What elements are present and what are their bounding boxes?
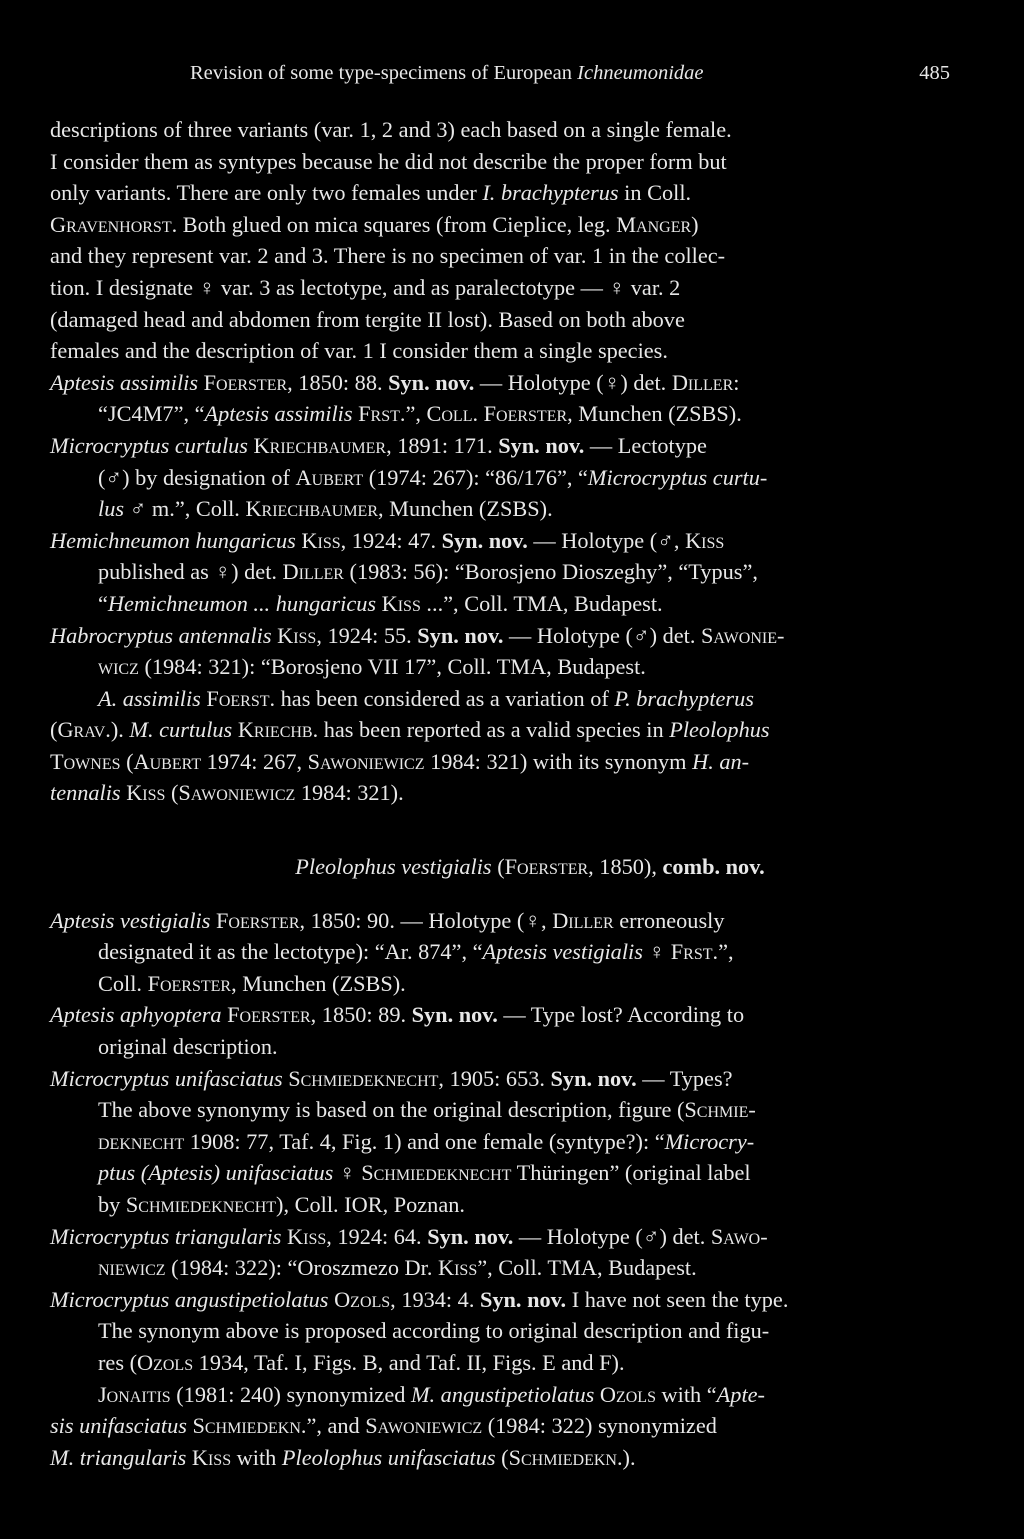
text-span: tion. I designate ♀ var. 3 as lectotype, and as paralectotype — ♀ var. 2 (50, 274, 681, 300)
remark-line (50, 714, 950, 746)
text-span: (1983: 56): “Borosjeno Dioszeghy”, “Typus”, (343, 559, 758, 585)
text-span: Pleolophus unifasciatus (281, 1444, 496, 1470)
text-span: , 1934: 4. (390, 1286, 480, 1312)
synonym-entry (50, 430, 950, 462)
running-title (190, 58, 704, 88)
text-span: , 1924: 47. (340, 527, 442, 553)
text-span: Frst (670, 939, 713, 965)
text-span: Schmiedeknecht (125, 1192, 277, 1217)
text-span: Kriechb (237, 717, 313, 743)
text-span: with (231, 1444, 282, 1470)
text-line (50, 114, 950, 146)
text-span: Schmiedeknecht (361, 1160, 512, 1186)
text-span: Kiss (126, 780, 166, 806)
text-span: 1908: 77, Taf. 4, Fig. 1) and one female (syntype?): “ (184, 1128, 665, 1154)
text-span: (1981: 240) synonymized (170, 1381, 411, 1407)
text-span: Coll. (98, 970, 148, 996)
text-span: Hemichneumon hungaricus (50, 527, 296, 553)
text-span: . has been considered as a variation of (269, 685, 615, 711)
text-span: I have not seen the type. (566, 1286, 789, 1312)
text-span: Microcryptus curtulus (50, 432, 248, 458)
text-span: descriptions of three variants (var. 1, 2 and 3) each based on a single female. (50, 117, 732, 142)
text-span: Kiss (685, 527, 725, 553)
text-span: , Munchen (ZSBS). (567, 401, 742, 427)
text-span: Pleolophus (669, 717, 770, 743)
text-span: Foerster (227, 1002, 311, 1028)
text-span: , 1924: 64. (326, 1223, 428, 1249)
synonym-entry-cont (50, 1315, 950, 1347)
synonym-entry-cont (50, 462, 950, 494)
text-line (50, 304, 950, 336)
text-span: Aptesis aphyoptera (50, 1002, 222, 1028)
text-span: deknecht (98, 1128, 185, 1154)
text-span: Habrocryptus antennalis (50, 622, 272, 648)
text-span: , Munchen (ZSBS). (378, 496, 553, 522)
synonym-entry-cont (50, 1252, 950, 1284)
synonym-entry-cont (50, 1126, 950, 1158)
running-header (190, 58, 950, 88)
text-span: (1984: 322): “Oroszmezo Dr. (165, 1255, 438, 1281)
text-span: Diller (282, 559, 344, 585)
page-body (50, 114, 950, 1473)
text-span: Grav (57, 717, 106, 743)
text-span: (1984: 321): “Borosjeno VII 17”, Coll. TMA, Budapest. (138, 654, 646, 680)
text-span: , Munchen (ZSBS). (231, 970, 406, 996)
text-span: erroneously (613, 907, 725, 933)
text-span: Aptesis vestigialis ♀ (482, 939, 666, 965)
remark-line (50, 1442, 950, 1474)
text-span: Aptesis vestigialis (50, 907, 211, 933)
text-span: .). (105, 717, 130, 743)
text-span: tennalis (50, 780, 121, 806)
text-span: original description. (98, 1034, 278, 1060)
text-span: ...”, Coll. TMA, Budapest. (420, 590, 663, 616)
text-span: designated it as the lectotype): “Ar. 874”, “ (98, 939, 483, 965)
remark-line (50, 746, 950, 778)
text-line (50, 146, 950, 178)
text-span: Thüringen” (original label (511, 1160, 751, 1186)
text-line (50, 272, 950, 304)
synonym-entry-cont (50, 588, 950, 620)
text-span: .”, and (300, 1413, 366, 1439)
text-span: Sawoniewicz (365, 1413, 483, 1439)
text-span: H. an- (692, 748, 750, 774)
text-span: niewicz (98, 1255, 166, 1281)
text-span: Syn. nov. (550, 1065, 637, 1091)
text-span: , 1850), (588, 854, 663, 880)
text-span: — Holotype (♂) det. (503, 622, 701, 648)
text-span: ( (120, 748, 134, 774)
text-span: m.”, Coll. (146, 496, 246, 522)
text-span: (♂) by designation of (98, 464, 296, 490)
text-span: Aptesis assimilis (204, 401, 353, 427)
text-span: res ( (98, 1349, 137, 1375)
text-span: Microcryptus angustipetiolatus (50, 1286, 329, 1312)
remark-line (50, 1379, 950, 1411)
text-span: Ozols (334, 1286, 391, 1312)
text-span: Syn. nov. (411, 1002, 498, 1028)
text-span: Aptesis assimilis (50, 369, 199, 395)
text-span: Schmiedeknecht (288, 1065, 439, 1091)
text-line (50, 177, 950, 209)
text-span: Schmiedekn (192, 1413, 301, 1439)
text-span: Aubert (295, 464, 364, 490)
text-span: 1974: 267, (201, 748, 308, 774)
text-span: by (98, 1192, 126, 1217)
text-span: Townes (50, 748, 121, 774)
text-span: ), Coll. IOR, Poznan. (276, 1192, 465, 1217)
text-span: Sawoniewicz (178, 780, 296, 806)
text-span: Foerster (215, 907, 300, 933)
synonym-entry (50, 905, 950, 937)
text-span: Ozols (137, 1349, 194, 1375)
text-span: published as ♀) det. (98, 559, 283, 585)
text-span: ( (495, 1444, 509, 1470)
text-span: 1934, Taf. I, Figs. B, and Taf. II, Figs. E and F). (193, 1349, 625, 1375)
text-span: Microcryptus triangularis (50, 1223, 282, 1249)
synonym-entry-cont (50, 1094, 950, 1126)
text-span: Sawo- (710, 1223, 768, 1249)
text-span: — Holotype (♂, (527, 527, 686, 553)
text-line (50, 240, 950, 272)
text-span: Kiss (277, 622, 317, 648)
synonym-entry (50, 1284, 950, 1316)
text-span: , 1924: 55. (316, 622, 418, 648)
text-span: Foerster (504, 854, 589, 880)
text-span: lus ♂ (98, 496, 147, 522)
text-span: Gravenhorst (50, 211, 172, 237)
text-span: — Lectotype (584, 432, 707, 458)
text-span: ) (691, 211, 699, 237)
text-span: ( (491, 854, 505, 880)
text-span: “JC4M7”, “ (98, 401, 205, 427)
text-span: Syn. nov. (417, 622, 504, 648)
text-span: Syn. nov. (479, 1286, 567, 1312)
text-span: and they represent var. 2 and 3. There is no specimen of var. 1 in the collec- (50, 243, 726, 269)
synonym-entry (50, 1221, 950, 1253)
synonym-entry-cont (50, 1347, 950, 1379)
remark-line (50, 777, 950, 809)
text-span: Frst.”, Coll. (352, 401, 484, 427)
text-span: wicz (98, 654, 139, 680)
text-span: 1984: 321) with its synonym (424, 748, 693, 774)
text-line (50, 209, 950, 241)
text-span: ptus (Aptesis) unifasciatus (98, 1160, 334, 1186)
text-span: , 1850: 90. — Holotype (♀, (299, 907, 553, 933)
text-span: 1984: 321). (295, 780, 404, 806)
synonym-entry (50, 620, 950, 652)
text-span: P. brachypterus (614, 685, 754, 711)
text-span: Apte- (716, 1381, 765, 1407)
text-span: Syn. nov. (388, 369, 475, 395)
text-span: Kiss (301, 527, 341, 553)
text-span: in Coll. (618, 180, 692, 206)
text-span: The above synonymy is based on the original description, figure ( (98, 1097, 685, 1123)
text-span: I consider them as syntypes because he did not describe the proper form but (50, 148, 727, 174)
text-span: . has been reported as a valid species in (312, 717, 670, 743)
text-span: (damaged head and abdomen from tergite II lost). Based on both above (50, 306, 685, 332)
synonym-entry-cont (50, 556, 950, 588)
synonym-entry-cont (50, 651, 950, 683)
text-span: ♀ (333, 1160, 362, 1186)
text-span: Syn. nov. (441, 527, 528, 553)
text-span: — Type lost? According to (497, 1002, 745, 1028)
text-span: “ (98, 590, 108, 616)
text-span: Syn. nov. (427, 1223, 514, 1249)
text-span: Kiss (191, 1444, 232, 1470)
text-span: Sawonie- (700, 622, 785, 648)
text-span: A. assimilis (98, 685, 201, 711)
text-span: Diller (671, 369, 734, 395)
text-span: only variants. There are only two females under (50, 180, 483, 206)
text-span: Microcryptus unifasciatus (50, 1065, 283, 1091)
synonym-entry-cont (50, 968, 950, 1000)
text-span: ”, Coll. TMA, Budapest. (477, 1255, 697, 1281)
text-span: Kriechbaumer (253, 432, 387, 458)
synonym-entry-cont (50, 1031, 950, 1063)
text-span: Jonaitis (98, 1381, 171, 1407)
text-span: Pleolophus vestigialis (295, 854, 492, 880)
text-span: M. curtulus (129, 717, 233, 743)
synonym-entry-cont (50, 1189, 950, 1221)
synonym-entry-cont (50, 936, 950, 968)
synonym-entry-cont (50, 398, 950, 430)
text-span: Kiss (381, 590, 421, 616)
text-span: M. angustipetiolatus (410, 1381, 595, 1407)
synonym-entry-cont (50, 493, 950, 525)
text-span: Schmie- (684, 1097, 756, 1123)
text-span: Foerst (206, 685, 270, 711)
text-span: comb. nov. (662, 854, 765, 880)
text-span: .”, (712, 939, 734, 965)
running-title-family: Ichneumonidae (577, 62, 704, 84)
text-span: Schmiedekn (508, 1444, 617, 1470)
text-span: ( (50, 717, 58, 743)
text-span: Foerster (483, 401, 568, 427)
synonym-entry (50, 1063, 950, 1095)
text-span: The synonym above is proposed according to original description and figu- (98, 1318, 770, 1344)
text-span: — Holotype (♀) det. (474, 369, 672, 395)
text-span: Manger (616, 211, 692, 237)
synonym-entry: Aptesis assimilis Foerster, 1850: 88. Syn. nov. — Holotype (♀) det. Diller: (50, 369, 740, 395)
text-span: Foerster (203, 369, 288, 395)
text-span: Syn. nov. (498, 432, 585, 458)
remark-line (50, 683, 950, 715)
text-span: Kiss (437, 1255, 478, 1281)
text-span: (1974: 267): “86/176”, “ (363, 464, 588, 490)
running-title-text: Revision of some type-specimens of European (190, 62, 578, 84)
text-span: Sawoniewicz (307, 748, 425, 774)
text-span: . Both glued on mica squares (from Cieplice, leg. (171, 211, 617, 237)
text-span: Microcryptus curtu- (587, 464, 768, 490)
text-span: Microcry- (664, 1128, 755, 1154)
text-span: — Holotype (♂) det. (513, 1223, 711, 1249)
remark-line (50, 1410, 950, 1442)
text-span: — Types? (636, 1065, 733, 1091)
text-span: females and the description of var. 1 I consider them a single species. (50, 338, 668, 364)
text-span: Hemichneumon ... hungaricus (107, 590, 377, 616)
text-span: Ozols (599, 1381, 656, 1407)
synonym-entry (50, 525, 950, 557)
text-span: , 1850: 88. (287, 369, 389, 395)
text-span: Aubert (133, 748, 202, 774)
text-span: .). (616, 1444, 636, 1470)
text-line (50, 335, 950, 367)
text-span: I. brachypterus (482, 180, 619, 206)
text-span: Kiss (287, 1223, 327, 1249)
text-span: sis unifasciatus (50, 1413, 187, 1439)
text-span: , 1891: 171. (386, 432, 499, 458)
text-span: Kriechbaumer (245, 496, 378, 522)
page-number: 485 (919, 62, 950, 84)
text-span: , 1850: 89. (310, 1002, 412, 1028)
text-span: Foerster (147, 970, 232, 996)
section-heading (50, 851, 950, 883)
text-span: with “ (655, 1381, 717, 1407)
text-span: Diller (552, 907, 614, 933)
synonym-entry-cont (50, 1157, 950, 1189)
text-span: (1984: 322) synonymized (482, 1413, 717, 1439)
text-span: , 1905: 653. (438, 1065, 551, 1091)
text-span: M. triangularis (50, 1444, 187, 1470)
text-span: ( (165, 780, 179, 806)
synonym-entry (50, 999, 950, 1031)
